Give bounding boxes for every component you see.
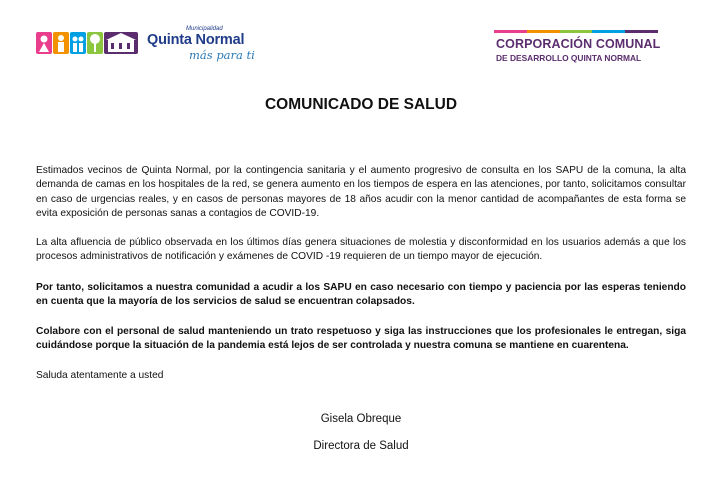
municipality-slogan: más para ti (189, 48, 255, 62)
municipality-logo (36, 26, 255, 66)
municipality-name: Quinta Normal (147, 32, 245, 48)
signature-name: Gisela Obreque (320, 413, 402, 425)
paragraph-3: Por tanto, solicitamos a nuestra comunidad a acudir a los SAPU en caso necesario con tiempo y paciencia por las esperas teniendo en cuenta que la mayoría de los servicios de salud se encuentran colapsados. (36, 282, 686, 308)
corporation-color-bar (494, 30, 658, 33)
document-title: COMUNICADO DE SALUD (264, 96, 458, 113)
corporation-subname: DE DESARROLLO QUINTA NORMAL (496, 53, 642, 63)
paragraph-4: Colabore con el personal de salud manteniendo un trato respetuoso y siga las instrucciones que los profesionales le entregan, siga cuidándose porque la situación de la pandemia está lejos de ser controlada y nuestra comuna se mantiene en cuarentena. (36, 326, 686, 352)
paragraph-1: Estimados vecinos de Quinta Normal, por la contingencia sanitaria y el aumento progresivo de consulta en los SAPU de la comuna, la alta demanda de camas en los hospitales de la red, se genera aumento en los tiempos de espera en las atenciones, por tanto, solicitamos consultar en caso de urgencias reales, y en casos de personas mayores de 18 años acudir con la menor cantidad de acompañantes de esta forma se evita exposición de personas sanas a contagios de COVID-19. (36, 165, 686, 219)
document-header (0, 0, 722, 80)
corporation-name: CORPORACIÓN COMUNAL (496, 37, 661, 51)
municipality-label: Municipalidad (186, 26, 223, 32)
paragraph-2: La alta afluencia de público observada en los últimos días genera situaciones de molestia y disconformidad en los usuarios además a que los procesos administrativos de notificación y exámenes de COVID -19 requieren de un tiempo mayor de ejecución. (36, 237, 686, 263)
corporation-logo (494, 30, 674, 64)
signature-title: Directora de Salud (313, 440, 409, 452)
municipality-emblem-icon (36, 28, 142, 58)
closing-salutation: Saluda atentamente a usted (36, 370, 164, 381)
